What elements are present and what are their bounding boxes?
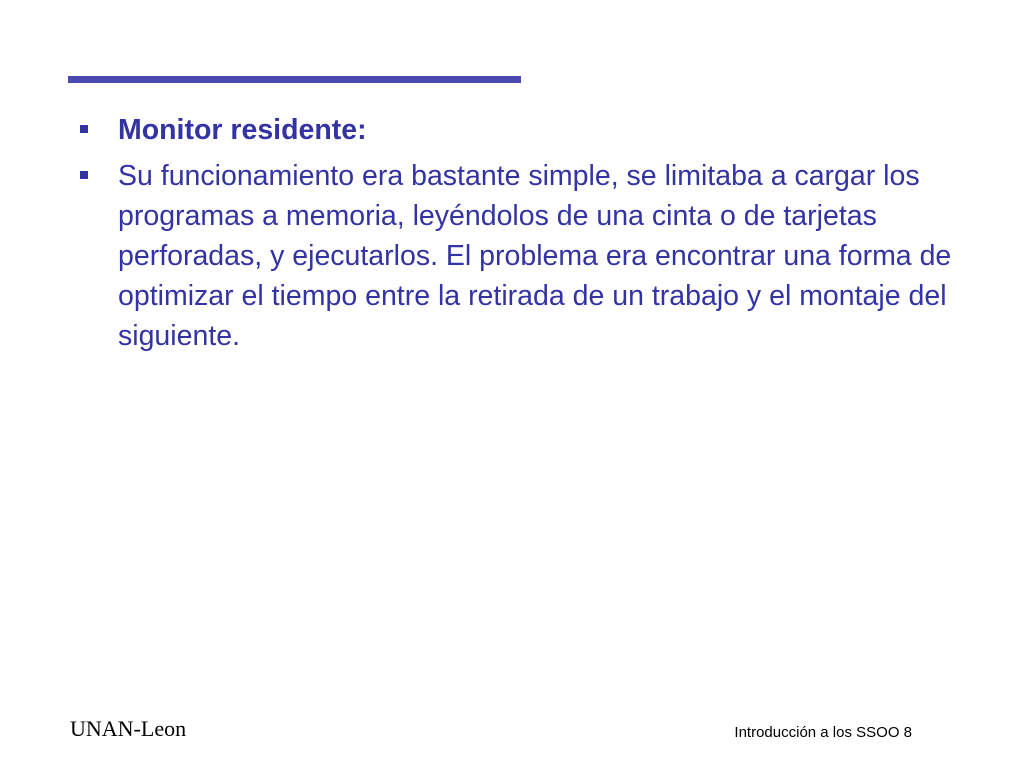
bullet-list <box>80 110 1000 362</box>
bullet-heading-text: Monitor residente: <box>118 114 367 146</box>
footer-organization: UNAN-Leon <box>70 716 187 741</box>
title-rule-line <box>68 76 521 83</box>
bullet-item-body <box>80 156 1000 356</box>
footer-slide-title-number: Introducción a los SSOO 8 <box>734 724 912 741</box>
square-bullet-icon <box>80 125 88 133</box>
bullet-item-heading <box>80 110 1000 150</box>
bullet-body-text: Su funcionamiento era bastante simple, se limitaba a cargar los programas a memoria, leyéndolos de una cinta o de tarjetas perforadas, y ejecutarlos. El problema era encontrar una forma de optimizar el tiempo entre la retirada de un trabajo y el montaje del siguiente. <box>118 160 952 352</box>
square-bullet-icon <box>80 171 88 179</box>
